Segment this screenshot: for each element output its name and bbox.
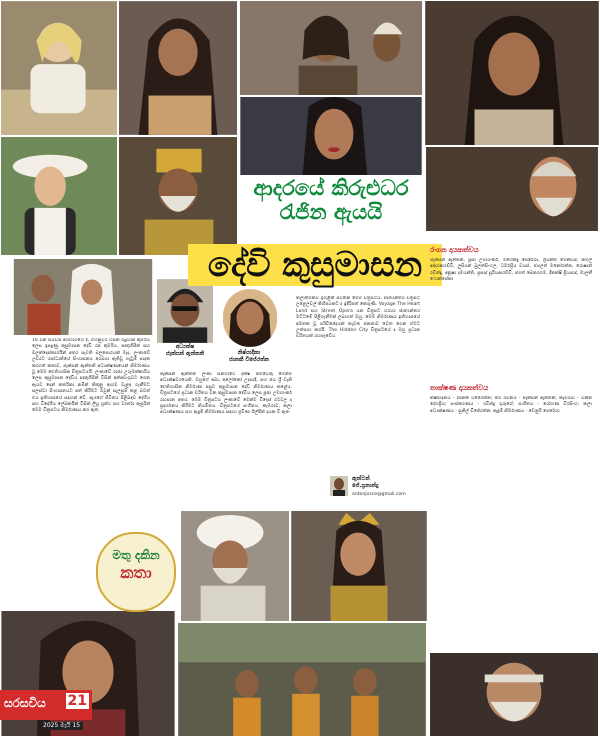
photo-king-crown xyxy=(118,136,238,256)
director-caption: අධ්‍යක්ෂ ජැක්සන් ඇන්තනි xyxy=(165,344,205,357)
body-column-2: ජැක්සන් ඇන්තනි ලංකා සිනමාවේ දක්ෂ නළුවෙකු මෙන්ම අධ්‍යක්ෂවරයෙකි. ඔහුගේ අබා, අලෝකෝ උදපාදි, සහ ජය ශ්‍රී වැනි ඓතිහාසික නිර්මාණ පසුව කුසුමාසන දේවී නිර්මාණය කළේය. චිත්‍රපටයේ ප්‍රධාන චරිතය වන කුසුමාසන දේවිය ලෙස පූජා උමාශංකර් රඟපාන අතර, මෙම චිත්‍රපටය ලංකාවේ මෙන්ම විදෙස් රටවල ද ප්‍රදර්ශනය කිරීමට නියමිතය. චිත්‍රපටයේ සංගීතය, කැමරාව, කලා අධ්‍යක්ෂණය සහ ඇඳුම් නිර්මාණය සඳහා ප්‍රවීණ ශිල්පීන් දායක වී ඇත. xyxy=(160,372,292,416)
crew-heading: තාක්ෂණ දායකත්වය xyxy=(430,384,489,392)
photo-monks xyxy=(176,622,428,737)
photo-warriors xyxy=(238,0,424,96)
headline-subtitle xyxy=(226,176,436,224)
film-badge-line2: කතා xyxy=(120,563,152,582)
photo-queen-crown xyxy=(290,510,428,622)
photo-woman-white-hat xyxy=(0,136,118,256)
cast-heading: රංගන දායකත්වය xyxy=(430,246,479,254)
photo-man-closeup xyxy=(424,0,600,146)
photo-woman-red-lips xyxy=(238,96,424,176)
headline-line1: ආදරයේ කිරුළුධර xyxy=(253,176,409,200)
magazine-logo xyxy=(0,690,92,720)
author-email: antonjosce@gmail.com xyxy=(352,492,406,497)
photo-elder-headband xyxy=(428,652,600,737)
photo-woman-portrait xyxy=(118,0,238,136)
film-badge xyxy=(96,532,176,612)
photo-old-man xyxy=(424,146,600,232)
photo-woman-writing xyxy=(0,0,118,136)
body-column-3: කලාත්මකව ඉහළින් පවතින මෙම චිත්‍රපටය, ජාත්‍යන්තර චිත්‍රපට උළෙලවල් කිහිපයකට ද ඉදිරිපත් කෙරුණි. Voyage The Heart Land සහ Street Opera යන චිත්‍රපට හරහා ජාත්‍යන්තර මට්ටමේ පිළිගැනීමක් ලබාගත් ඔහු, මෙම නිර්මාණය ඉතිහාසයේ අමතක වූ පරිච්ඡේදයක් නැවත ජනතාව වෙත ගෙන ඒමට උත්සාහ කරයි. The Hidden City චිත්‍රපටයේ ද ඔහු ප්‍රධාන චරිතයක් රඟපෑවේය. xyxy=(296,296,420,340)
film-badge-line1: මතු දකින xyxy=(112,548,160,562)
headline-line2: රැජින ඇයයි xyxy=(279,200,383,224)
photo-children-group xyxy=(12,258,154,336)
author-photo xyxy=(330,476,348,496)
magazine-date: 2025 මැයි 15 xyxy=(40,722,83,730)
magazine-number: 21 xyxy=(67,693,87,709)
headline-main: දේවි කුසුමාසන xyxy=(190,246,440,284)
body-column-1: 16 වන සියවස අගභාගයේ දී, මහනුවර හපන රුද්‍රවාසී කුමරිය ලෙස ඉපදුණු කුසුමාසන දේවී රජ කුමරිය, පෘතුගීසීන් සහ ඔලන්දෙස්කාරයින් අතර පැවති බලපොරයක් මැද, ලංකාවේ උඩරට රාජධානියේ සිංහාසනය අරබයා ඇතිවූ ගැටුම් පාදක කරගත් කතාව, ජැක්සන් ඇන්තනි අධ්‍යක්ෂණයෙන් නිර්මාණය වූ මෙම ඓතිහාසික චිත්‍රපටයයි. ලංකාවේ රාජ්‍ය උරුමක්කාරිය ලෙස කුසුමාසන දේවිය පෘතුගීසීන් විසින් අත්අඩංගුවට ගෙන ඇයව දොන් කතරිනා නමින් කිතුනු ආගම වැළඳ ගැනීමට සලස්වා සිංහාසනයට පත් කිරීමට ඔවුන් සැලසුම් කළ බවත් එය ඉතිහාසයේ සඳහන් වේ. ඇයගේ ජීවිතය පිළිබඳව දේශීය සහ විදේශීය ලේඛකයින් විසින් ලියූ ග්‍රන්ථ සහ වාර්තා ඇසුරින් මෙම චිත්‍රපටය නිර්මාණය කර ඇත. xyxy=(32,338,150,414)
photo-director xyxy=(156,278,214,344)
magazine-name: සරසවිය xyxy=(4,696,46,710)
crew-list: නිෂ්පාදනය - ජානකී විජේරත්න; තිර රචනය - ජැක්සන් ඇන්තනි; කැමරාව - චන්න දේශප්‍රිය; සංස්කරණය - රවීන්ද්‍ර ගුරුගේ; සංගීතය - රෝහණ වීරසිංහ; කලා අධ්‍යක්ෂණය - සුනිල් විජේරත්න; ඇඳුම් නිර්මාණය - වෙනුරි පෙරේරා xyxy=(430,396,592,414)
actress-caption: නිෂ්පාදිකා ජානකී විජේරත්න xyxy=(228,350,270,363)
photo-actress xyxy=(222,288,278,348)
author-name: ඇන්ටන් ජේ.ප්‍රනාන්දු xyxy=(352,476,379,489)
photo-elder-white-turban xyxy=(180,510,290,622)
cast-list: ජැක්සන් ඇන්තනි, පූජා උමාශංකර්, මහේන්ද්‍ර පෙරේරා, ශ්‍රියන්ත මෙන්ඩිස්, කමල් අද්දරආරච්චි, ලුසියන් බුලත්සිංහල, ධර්මප්‍රිය ඩයස්, ජයලත් මනෝරත්න, රොෂාන් රවීන්ද්‍ර, අනූෂා දමයන්ති, ප්‍රසාද් සූරියආරච්චි, ජගත් බෙනරගම, දිනක්ෂි ප්‍රියසාද්, මාලනී ෆොන්සේකා xyxy=(430,258,592,283)
